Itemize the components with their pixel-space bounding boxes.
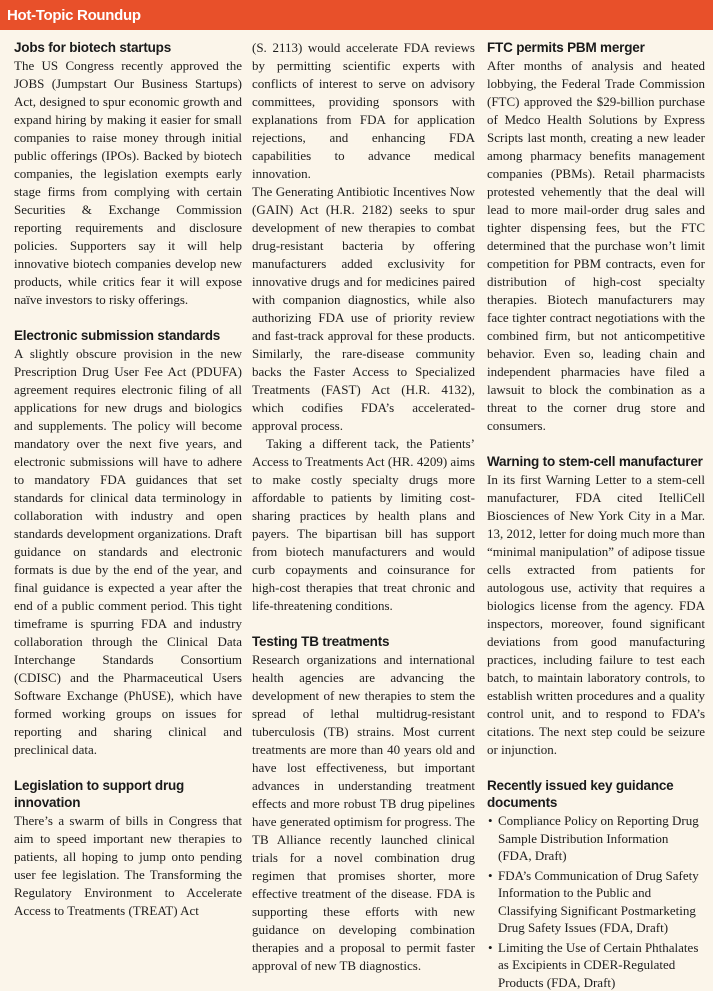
article-guidance-documents [487, 777, 705, 991]
guidance-list [487, 812, 705, 991]
list-item: • Compliance Policy on Reporting Drug Sample Distribution Information (FDA, Draft) [487, 812, 705, 865]
article-body: The US Congress recently approved the JOBS (Jumpstart Our Business Startups) Act, designed to spur economic growth and expand hiring by making it easier for small companies to raise money through initial public offerings (IPOs). Backed by biotech companies, the legislation exempts early stage firms from complying with certain Securities & Exchange Commission reporting requirements and disclosure policies. Supporters say it will help innovative biotech companies develop new products, while critics fear it will expose naïve investors to risky offerings. [14, 57, 242, 309]
article-electronic-submission [14, 327, 242, 759]
article-heading: Recently issued key guidance documents [487, 777, 705, 811]
article-heading: Legislation to support drug innovation [14, 777, 242, 811]
article-body: Taking a different tack, the Patients’ Access to Treatments Act (HR. 4209) aims to make costly specialty drugs more affordable to patients by limiting cost-sharing practices by health plans and payers. The bipartisan bill has support from biotech manufacturers and would curb copayments and coinsurance for high-cost therapies that treat chronic and life-threatening conditions. [252, 435, 475, 615]
article-legislation [14, 777, 242, 920]
article-body: The Generating Antibiotic Incentives Now (GAIN) Act (H.R. 2182) seeks to spur development of new therapies to combat drug-resistant bacteria by offering manufacturers added exclusivity for innovative drugs and for medicines paired with companion diagnostics, while also authorizing FDA use of priority review and fast-track approval for these products. Similarly, the rare-disease community backs the Faster Access to Specialized Treatments (FAST) Act (H.R. 4132), which codifies FDA’s accelerated-approval process. [252, 183, 475, 435]
section-banner [0, 0, 713, 30]
article-heading: FTC permits PBM merger [487, 39, 705, 56]
article-body: In its first Warning Letter to a stem-cell manufacturer, FDA cited ItelliCell Biosciences of New York City in a Mar. 13, 2012, letter for doing much more than “minimal manipulation” of adipose tissue cells extracted from patients for autologous use, activity that requires a biologics license from the agency. FDA inspectors, moreover, found significant deviations from good manufacturing practices, including failure to test each batch, to maintain laboratory controls, to establish written procedures and a quality control unit, and to respond to FDA’s citations. The next step could be seizure or injunction. [487, 471, 705, 759]
bullet-icon: • [488, 939, 493, 957]
article-body: There’s a swarm of bills in Congress that aim to speed important new therapies to patients, all hoping to jump onto pending user fee legislation. The Transforming the Regulatory Environment to Accelerate Access to Treatments (TREAT) Act [14, 812, 242, 920]
article-tb-treatments [252, 633, 475, 975]
article-columns [0, 30, 713, 955]
column-3 [487, 39, 705, 955]
article-heading: Warning to stem-cell manufacturer [487, 453, 705, 470]
article-stem-cell-warning [487, 453, 705, 759]
article-legislation-continued [252, 39, 475, 615]
banner-title: Hot-Topic Roundup [7, 7, 141, 24]
article-ftc-merger [487, 39, 705, 435]
bullet-icon: • [488, 867, 493, 885]
column-2 [252, 39, 475, 955]
article-heading: Electronic submission standards [14, 327, 242, 344]
bullet-icon: • [488, 812, 493, 830]
list-item: • FDA’s Communication of Drug Safety Information to the Public and Classifying Significant Postmarketing Drug Safety Issues (FDA, Draft) [487, 867, 705, 937]
column-1 [14, 39, 242, 955]
article-heading: Jobs for biotech startups [14, 39, 242, 56]
article-body: (S. 2113) would accelerate FDA reviews by permitting scientific experts with conflicts of interest to serve on advisory committees, providing sponsors with explanations from FDA for application rejections, and enhancing FDA capabilities to advance medical innovation. [252, 39, 475, 183]
article-body: After months of analysis and heated lobbying, the Federal Trade Commission (FTC) approved the $29-billion purchase of Medco Health Solutions by Express Scripts last month, creating a new leader among pharmacy benefits management companies (PBMs). Retail pharmacists protested vehemently that the deal will lead to more mail-order drug sales and tighter dispensing fees, but the FTC determined that the purchase won’t limit competition for PBM contracts, even for distribution of high-cost specialty therapies. Biotech manufacturers may face tighter contract negotiations with the combined firm, but not anticompetitive behavior. Even so, leading chain and independent pharmacies have filed a lawsuit to block the combination as a threat to the corner drug store and consumers. [487, 57, 705, 435]
article-body: Research organizations and international health agencies are advancing the development of new therapies to stem the spread of lethal multidrug-resistant tuberculosis (TB) strains. Most current treatments are more than 40 years old and have lost effectiveness, but important advances in understanding treatment effects and more robust TB drug pipelines have generated optimism for progress. The TB Alliance recently launched clinical trials for a novel combination drug regimen that promises shorter, more effective treatment of the disease. FDA is supporting these efforts with new guidance on developing combination therapies and a proposal to permit faster approval of new TB diagnostics. [252, 651, 475, 975]
article-jobs [14, 39, 242, 309]
article-body: A slightly obscure provision in the new Prescription Drug User Fee Act (PDUFA) agreement requires electronic filing of all applications for new drugs and biologics and supplements. The policy will become mandatory over the next five years, and electronic submissions will have to adhere to mandatory FDA guidances that set standards for clinical data terminology in collaboration with industry and open standards development organizations. Draft guidance on standards and electronic formats is due by the end of the year, and final guidance is expected a year after the end of a public comment period. This tight timeframe is spurring FDA and industry collaboration through the Clinical Data Interchange Standards Consortium (CDISC) and the Pharmaceutical Users Software Exchange (PhUSE), which have formed working groups on issues for reporting and sharing clinical and preclinical data. [14, 345, 242, 759]
list-item: • Limiting the Use of Certain Phthalates as Excipients in CDER-Regulated Products (FDA, Draft) [487, 939, 705, 991]
article-heading: Testing TB treatments [252, 633, 475, 650]
